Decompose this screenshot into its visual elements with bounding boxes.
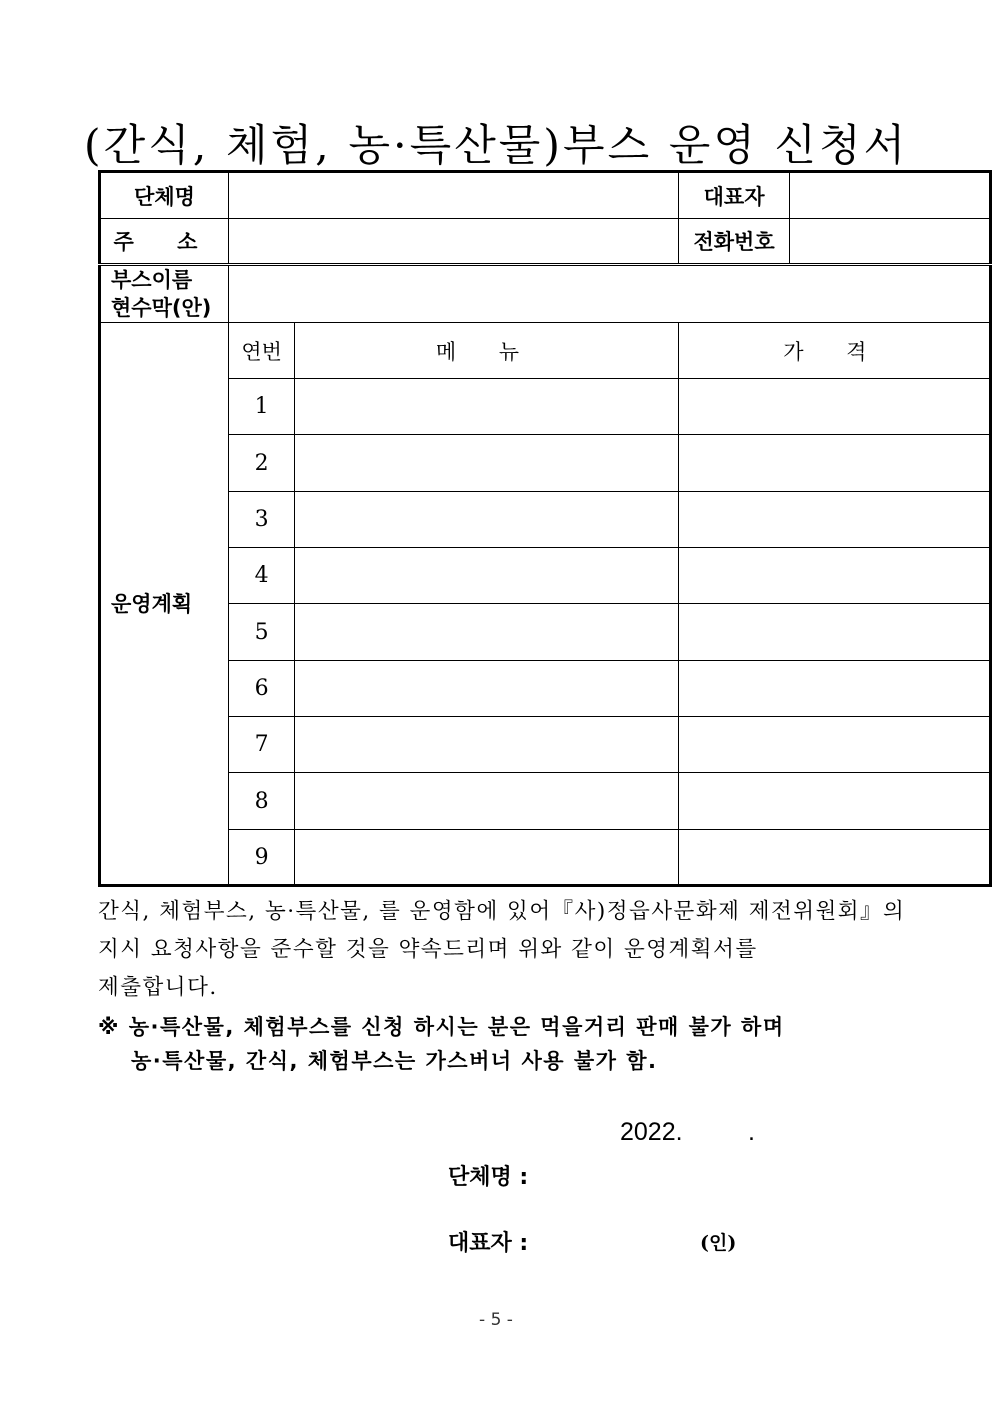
row-number: 2 [228, 435, 294, 492]
table-row [100, 830, 991, 886]
representative-field[interactable] [790, 172, 991, 219]
warning-notice [98, 1010, 918, 1078]
col-header-price: 가 격 [678, 323, 990, 379]
representative-label: 대표자 [678, 172, 790, 219]
page-title: (간식, 체험, 농·특산물)부스 운영 신청서 [83, 121, 909, 171]
signature-org-label: 단체명 : [448, 1165, 529, 1190]
seal-mark: (인) [700, 1232, 737, 1254]
signature-rep-label: 대표자 : [448, 1231, 529, 1256]
address-label: 주 소 [100, 219, 229, 265]
menu-cell[interactable] [295, 830, 678, 886]
menu-cell[interactable] [295, 379, 678, 435]
table-row [100, 492, 991, 548]
table-row [100, 379, 991, 435]
price-cell[interactable] [678, 773, 990, 830]
price-cell[interactable] [678, 604, 990, 661]
table-row [100, 717, 991, 773]
pledge-line-1: 간식, 체험부스, 농·특산물, 를 운영함에 있어『사)정읍사문화제 제전위원회』의 [98, 899, 906, 924]
pledge-text [98, 893, 918, 1007]
col-header-no: 연번 [228, 323, 294, 379]
warning-line-1: ※ 농·특산물, 체험부스를 신청 하시는 분은 먹을거리 판매 불가 하며 [98, 1015, 785, 1039]
phone-label: 전화번호 [678, 219, 790, 265]
menu-cell[interactable] [295, 661, 678, 717]
menu-cell[interactable] [295, 548, 678, 604]
price-cell[interactable] [678, 717, 990, 773]
address-field[interactable] [228, 219, 678, 265]
phone-field[interactable] [790, 219, 991, 265]
row-number: 4 [228, 548, 294, 604]
row-number: 8 [228, 773, 294, 830]
menu-cell[interactable] [295, 717, 678, 773]
menu-cell[interactable] [295, 492, 678, 548]
org-name-field[interactable] [228, 172, 678, 219]
application-form-table [98, 170, 992, 887]
table-row [100, 604, 991, 661]
price-cell[interactable] [678, 661, 990, 717]
price-cell[interactable] [678, 548, 990, 604]
row-number: 5 [228, 604, 294, 661]
pledge-line-3: 제출합니다. [98, 975, 218, 1000]
table-row [100, 773, 991, 830]
booth-name-label-line1: 부스이름 [111, 268, 193, 292]
row-number: 3 [228, 492, 294, 548]
operation-plan-label: 운영계획 [100, 323, 229, 886]
page-number: - 5 - [479, 1310, 513, 1330]
price-cell[interactable] [678, 435, 990, 492]
warning-line-2: 농·특산물, 간식, 체험부스는 가스버너 사용 불가 함. [131, 1049, 658, 1073]
date-dot: . [748, 1118, 755, 1146]
table-row [100, 548, 991, 604]
row-number: 9 [228, 830, 294, 886]
booth-name-field[interactable] [228, 265, 990, 323]
table-row [100, 435, 991, 492]
row-number: 6 [228, 661, 294, 717]
menu-cell[interactable] [295, 435, 678, 492]
menu-cell[interactable] [295, 604, 678, 661]
row-number: 1 [228, 379, 294, 435]
menu-cell[interactable] [295, 773, 678, 830]
col-header-menu: 메 뉴 [295, 323, 678, 379]
submission-date [620, 1118, 755, 1147]
booth-name-label [100, 265, 229, 323]
org-name-label: 단체명 [100, 172, 229, 219]
price-cell[interactable] [678, 379, 990, 435]
price-cell[interactable] [678, 492, 990, 548]
table-row [100, 661, 991, 717]
pledge-line-2: 지시 요청사항을 준수할 것을 약속드리며 위와 같이 운영계획서를 [98, 937, 758, 962]
booth-name-label-line2: 현수막(안) [111, 296, 212, 320]
date-year: 2022. [620, 1118, 683, 1146]
price-cell[interactable] [678, 830, 990, 886]
row-number: 7 [228, 717, 294, 773]
